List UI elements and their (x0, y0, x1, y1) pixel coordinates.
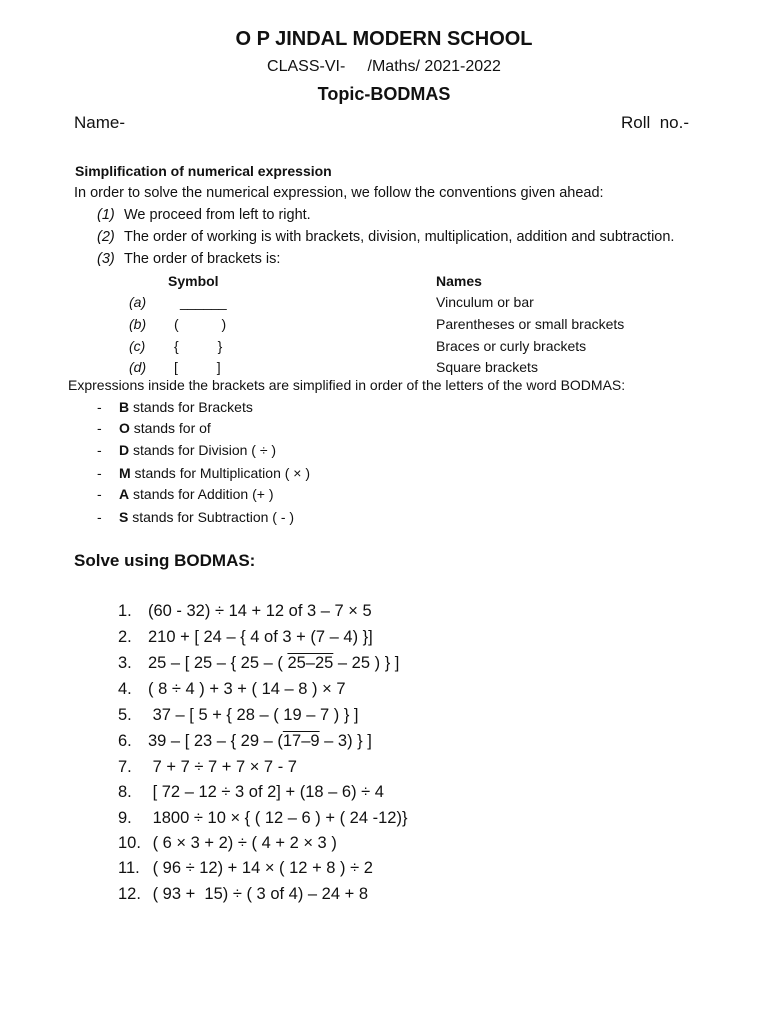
bodmas-letter: S (119, 509, 129, 525)
problem-expression: ( 93 + 15) ÷ ( 3 of 4) – 24 + 8 (148, 885, 369, 903)
name-label: Name- (74, 113, 126, 132)
convention-point-2 (97, 229, 674, 245)
problem-10 (118, 834, 337, 853)
problem-number: 8. (118, 783, 132, 801)
point-text: We proceed from left to right. (124, 207, 311, 223)
section-heading: Simplification of numerical expression (75, 163, 332, 179)
bodmas-text: stands for Subtraction ( - ) (128, 509, 295, 525)
bodmas-letter: M (119, 465, 131, 481)
problem-expression: 7 + 7 ÷ 7 + 7 × 7 - 7 (148, 758, 297, 776)
problem-expression: 1800 ÷ 10 × { ( 12 – 6 ) + ( 24 -12)} (148, 809, 408, 827)
bodmas-text: stands for Addition (+ ) (129, 486, 274, 502)
problem-expression-tail: – 25 ) } ] (333, 654, 400, 672)
point-number: (2) (97, 229, 115, 245)
problem-8 (118, 783, 384, 802)
problem-expression: ( 6 × 3 + 2) ÷ ( 4 + 2 × 3 ) (148, 834, 337, 852)
bodmas-item-b: - B stands for Brackets (97, 399, 253, 415)
problem-number: 5. (118, 706, 132, 724)
row-letter: (a) (129, 294, 147, 310)
bodmas-letter: D (119, 442, 130, 458)
bodmas-text: stands for Division ( ÷ ) (129, 442, 277, 458)
problem-12 (118, 885, 368, 904)
bodmas-item-o: - O stands for of (97, 420, 211, 436)
problem-number: 11. (118, 859, 140, 877)
problem-1 (118, 602, 372, 621)
bodmas-letter: A (119, 486, 130, 502)
row-letter: (d) (129, 359, 147, 375)
problem-3 (118, 654, 399, 673)
bodmas-item-m: - M stands for Multiplication ( × ) (97, 465, 311, 481)
point-text: The order of brackets is: (124, 251, 281, 267)
bodmas-text: stands for Multiplication ( × ) (130, 465, 311, 481)
row-name: Parentheses or small brackets (436, 316, 625, 332)
problem-expression: (60 - 32) ÷ 14 + 12 of 3 – 7 × 5 (148, 602, 372, 620)
problem-number: 2. (118, 628, 132, 646)
bodmas-intro: Expressions inside the brackets are simplified in order of the letters of the word BODMAS: (68, 377, 626, 393)
problem-expression: ( 8 ÷ 4 ) + 3 + ( 14 – 8 ) × 7 (148, 680, 346, 698)
problem-expression: ( 96 ÷ 12) + 14 × ( 12 + 8 ) ÷ 2 (148, 859, 373, 877)
problem-number: 9. (118, 809, 132, 827)
bodmas-letter: B (119, 399, 130, 415)
problem-expression-tail: – 3) } ] (319, 732, 372, 750)
problem-number: 7. (118, 758, 132, 776)
row-symbol: [ ] (174, 359, 221, 375)
row-name: Braces or curly brackets (436, 338, 587, 354)
vinculum-expression: 17–9 (282, 732, 320, 750)
topic-title: Topic-BODMAS (317, 84, 451, 104)
problem-number: 4. (118, 680, 132, 698)
problem-number: 6. (118, 732, 132, 750)
problem-11 (118, 859, 373, 878)
solve-heading: Solve using BODMAS: (74, 551, 256, 570)
point-number: (1) (97, 207, 115, 223)
bodmas-letter: O (119, 420, 130, 436)
problem-expression: 25 – [ 25 – { 25 – ( (148, 654, 288, 672)
problem-number: 1. (118, 602, 132, 620)
problem-number: 12. (118, 885, 141, 903)
bodmas-item-s: - S stands for Subtraction ( - ) (97, 509, 295, 525)
row-name: Square brackets (436, 359, 538, 375)
table-header-names: Names (436, 273, 482, 289)
convention-point-1 (97, 207, 311, 223)
point-number: (3) (97, 251, 115, 267)
problem-6 (118, 732, 372, 751)
row-letter: (c) (129, 338, 146, 354)
problem-7 (118, 758, 297, 777)
problem-9 (118, 809, 407, 828)
problem-expression: 39 – [ 23 – { 29 – ( (148, 732, 283, 750)
convention-point-3 (97, 251, 280, 267)
bodmas-text: stands for of (129, 420, 211, 436)
bodmas-item-d: - D stands for Division ( ÷ ) (97, 442, 277, 458)
vinculum-expression: 25–25 (287, 654, 334, 672)
problem-5 (118, 706, 359, 725)
bodmas-text: stands for Brackets (129, 399, 253, 415)
class-line: CLASS-VI- /Maths/ 2021-2022 (267, 58, 501, 75)
problem-number: 3. (118, 654, 132, 672)
problem-2 (118, 628, 373, 647)
table-header-symbol: Symbol (168, 273, 219, 289)
problem-expression: [ 72 – 12 ÷ 3 of 2] + (18 – 6) ÷ 4 (148, 783, 384, 801)
row-letter: (b) (129, 316, 147, 332)
point-text: The order of working is with brackets, division, multiplication, addition and subtraction. (124, 229, 675, 245)
section-intro: In order to solve the numerical expression, we follow the conventions given ahead: (74, 185, 604, 201)
row-symbol: ( ) (174, 316, 227, 332)
bodmas-item-a: - A stands for Addition (+ ) (97, 486, 274, 502)
problem-4 (118, 680, 346, 699)
row-symbol: { } (174, 338, 223, 354)
row-symbol: ______ (180, 294, 227, 310)
row-name: Vinculum or bar (436, 294, 534, 310)
problem-expression: 210 + [ 24 – { 4 of 3 + (7 – 4) }] (148, 628, 373, 646)
problem-expression: 37 – [ 5 + { 28 – ( 19 – 7 ) } ] (148, 706, 359, 724)
roll-label: Roll no.- (621, 113, 690, 132)
problem-number: 10. (118, 834, 141, 852)
school-name: O P JINDAL MODERN SCHOOL (235, 28, 533, 50)
